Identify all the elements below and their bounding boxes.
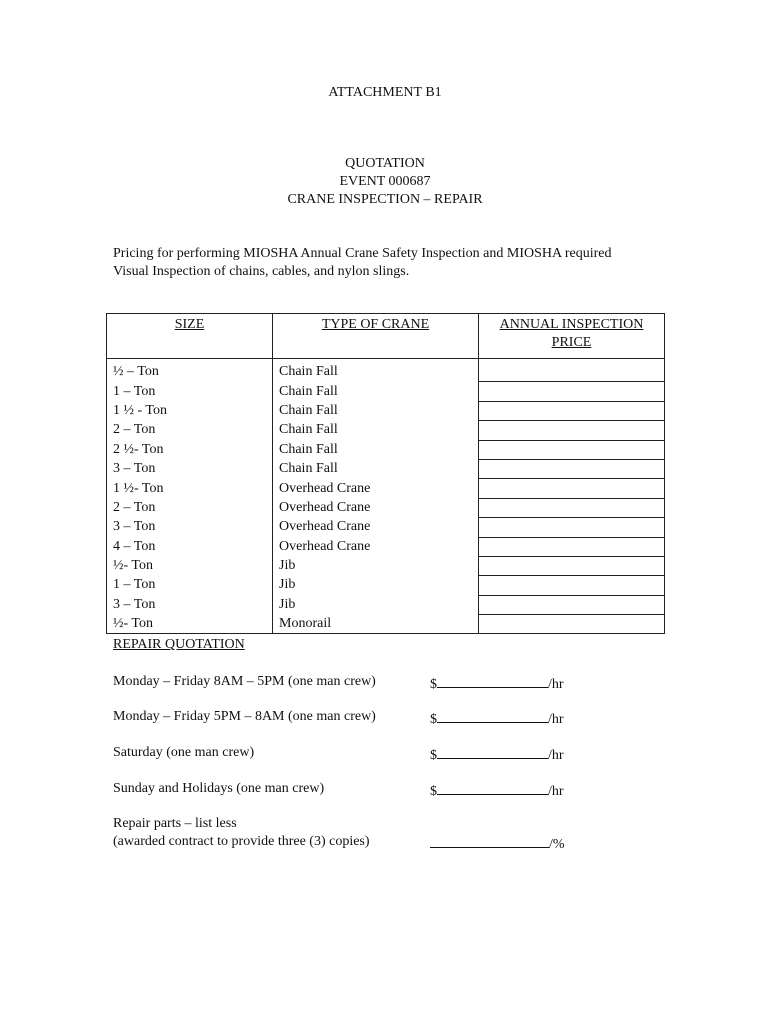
size-cell: 1 – Ton	[107, 382, 273, 401]
attachment-label: ATTACHMENT B1	[328, 85, 442, 100]
price-cell[interactable]	[479, 479, 665, 498]
size-cell: 3 – Ton	[107, 595, 273, 614]
rate-blank[interactable]	[437, 673, 548, 688]
repair-parts-line-2: (awarded contract to provide three (3) copies)	[113, 834, 370, 849]
currency-prefix: $	[430, 712, 437, 727]
repair-rate-label: Monday – Friday 5PM – 8AM (one man crew)	[113, 709, 376, 724]
currency-prefix: $	[430, 748, 437, 763]
table-row	[107, 382, 665, 401]
currency-prefix: $	[430, 784, 437, 799]
column-header-size: SIZE	[107, 314, 273, 359]
table-body	[107, 359, 665, 634]
document-title: QUOTATION	[345, 156, 425, 171]
rate-unit-suffix: /hr	[548, 712, 564, 727]
repair-rate-label: Saturday (one man crew)	[113, 745, 255, 760]
size-cell: ½ – Ton	[107, 359, 273, 382]
size-cell: 3 – Ton	[107, 459, 273, 478]
table-row	[107, 615, 665, 634]
price-cell[interactable]	[479, 459, 665, 478]
price-cell[interactable]	[479, 440, 665, 459]
price-cell[interactable]	[479, 382, 665, 401]
repair-parts-amount	[430, 833, 565, 854]
repair-quotation-heading: REPAIR QUOTATION	[113, 637, 245, 652]
currency-prefix: $	[430, 677, 437, 692]
crane-type-cell: Chain Fall	[273, 382, 479, 401]
crane-type-cell: Chain Fall	[273, 359, 479, 382]
price-cell[interactable]	[479, 518, 665, 537]
size-cell: 3 – Ton	[107, 518, 273, 537]
crane-type-cell: Overhead Crane	[273, 518, 479, 537]
inspection-pricing-table	[106, 313, 665, 634]
price-cell[interactable]	[479, 401, 665, 420]
crane-type-cell: Chain Fall	[273, 459, 479, 478]
column-header-price-line-2: PRICE	[551, 335, 592, 350]
rate-blank[interactable]	[437, 780, 548, 795]
crane-type-cell: Chain Fall	[273, 440, 479, 459]
column-header-price	[479, 314, 665, 359]
price-cell[interactable]	[479, 537, 665, 556]
table-row	[107, 421, 665, 440]
size-cell: 2 ½- Ton	[107, 440, 273, 459]
repair-rate-amount	[430, 744, 564, 765]
column-header-type: TYPE OF CRANE	[273, 314, 479, 359]
repair-rate-label: Sunday and Holidays (one man crew)	[113, 781, 325, 796]
crane-type-cell: Jib	[273, 595, 479, 614]
price-cell[interactable]	[479, 595, 665, 614]
crane-type-cell: Overhead Crane	[273, 537, 479, 556]
crane-type-cell: Chain Fall	[273, 401, 479, 420]
price-cell[interactable]	[479, 615, 665, 634]
intro-paragraph	[113, 245, 673, 281]
crane-type-cell: Overhead Crane	[273, 498, 479, 517]
repair-parts-line-1: Repair parts – list less	[113, 816, 237, 831]
price-cell[interactable]	[479, 421, 665, 440]
repair-parts-suffix: /%	[549, 837, 565, 852]
rate-blank[interactable]	[437, 708, 548, 723]
rate-unit-suffix: /hr	[548, 677, 564, 692]
crane-type-cell: Jib	[273, 556, 479, 575]
price-cell[interactable]	[479, 576, 665, 595]
crane-type-cell: Jib	[273, 576, 479, 595]
rate-blank[interactable]	[437, 744, 548, 759]
event-number: EVENT 000687	[339, 174, 431, 189]
repair-rate-amount	[430, 673, 564, 694]
size-cell: 2 – Ton	[107, 421, 273, 440]
column-header-price-line-1: ANNUAL INSPECTION	[499, 317, 644, 332]
size-cell: 1 – Ton	[107, 576, 273, 595]
repair-rate-amount	[430, 708, 564, 729]
table-row	[107, 479, 665, 498]
repair-parts-blank[interactable]	[430, 833, 549, 848]
price-cell[interactable]	[479, 498, 665, 517]
table-row	[107, 576, 665, 595]
repair-parts-label	[113, 815, 370, 851]
table-row	[107, 459, 665, 478]
repair-rate-amount	[430, 780, 564, 801]
table-row	[107, 359, 665, 382]
size-cell: ½- Ton	[107, 615, 273, 634]
crane-type-cell: Chain Fall	[273, 421, 479, 440]
table-row	[107, 518, 665, 537]
price-cell[interactable]	[479, 359, 665, 382]
table-header-row	[107, 314, 665, 359]
repair-parts-row	[113, 815, 673, 851]
rate-unit-suffix: /hr	[548, 748, 564, 763]
crane-type-cell: Monorail	[273, 615, 479, 634]
size-cell: ½- Ton	[107, 556, 273, 575]
table-row	[107, 498, 665, 517]
document-subtitle: CRANE INSPECTION – REPAIR	[287, 192, 483, 207]
table-row	[107, 556, 665, 575]
size-cell: 2 – Ton	[107, 498, 273, 517]
intro-line-1: Pricing for performing MIOSHA Annual Crane Safety Inspection and MIOSHA required	[113, 246, 612, 261]
size-cell: 4 – Ton	[107, 537, 273, 556]
table-row	[107, 401, 665, 420]
table-row	[107, 440, 665, 459]
price-cell[interactable]	[479, 556, 665, 575]
repair-rate-label: Monday – Friday 8AM – 5PM (one man crew)	[113, 674, 376, 689]
rate-unit-suffix: /hr	[548, 784, 564, 799]
title-block	[0, 155, 770, 209]
size-cell: 1 ½ - Ton	[107, 401, 273, 420]
intro-line-2: Visual Inspection of chains, cables, and nylon slings.	[113, 264, 410, 279]
crane-type-cell: Overhead Crane	[273, 479, 479, 498]
table-row	[107, 595, 665, 614]
table-row	[107, 537, 665, 556]
size-cell: 1 ½- Ton	[107, 479, 273, 498]
